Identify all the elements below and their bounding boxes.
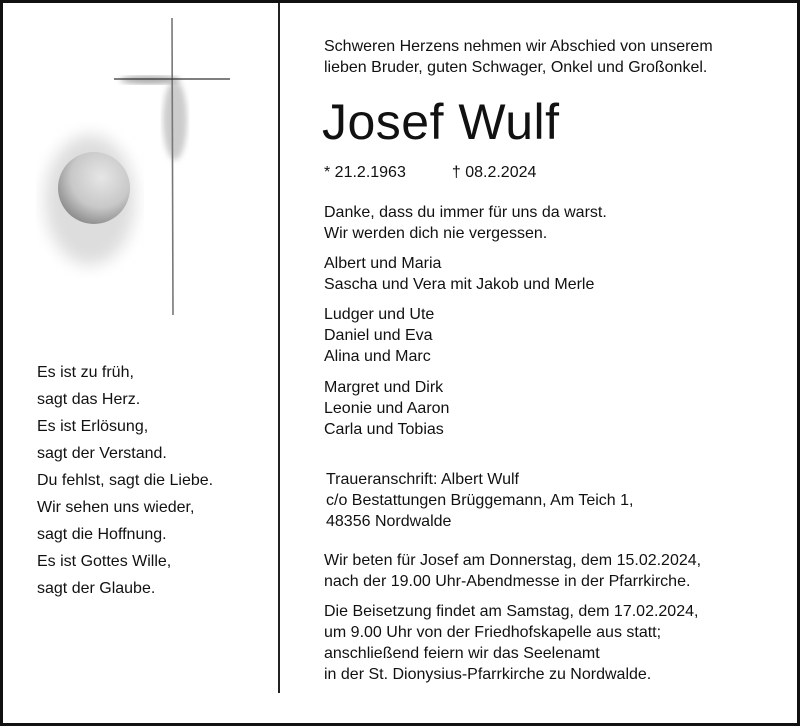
- poem-line: sagt das Herz.: [37, 391, 141, 408]
- text-line: Schweren Herzens nehmen wir Abschied von unserem: [324, 38, 713, 55]
- text-line: Danke, dass du immer für uns da warst.: [324, 204, 607, 221]
- life-dates: [324, 164, 582, 182]
- deceased-name: Josef Wulf: [322, 94, 560, 150]
- family-group: [324, 253, 594, 295]
- poem-line: Es ist zu früh,: [37, 364, 134, 381]
- poem-line: Wir sehen uns wieder,: [37, 499, 195, 516]
- text-line: Wir beten für Josef am Donnerstag, dem 15.02.2024,: [324, 552, 702, 569]
- birth-date: * 21.2.1963: [324, 164, 406, 181]
- text-line: anschließend feiern wir das Seelenamt: [324, 645, 600, 662]
- mourning-address: [326, 469, 633, 532]
- burial-text: [324, 601, 698, 685]
- text-line: Traueranschrift: Albert Wulf: [326, 471, 519, 488]
- poem-line: Es ist Gottes Wille,: [37, 553, 172, 570]
- text-line: c/o Bestattungen Brüggemann, Am Teich 1,: [326, 492, 634, 509]
- family-line: Daniel und Eva: [324, 327, 433, 344]
- poem-line: Du fehlst, sagt die Liebe.: [37, 472, 214, 489]
- family-line: Leonie und Aaron: [324, 400, 450, 417]
- text-line: nach der 19.00 Uhr-Abendmesse in der Pfarrkirche.: [324, 573, 691, 590]
- family-group: [324, 377, 449, 440]
- poem-line: sagt der Glaube.: [37, 580, 156, 597]
- family-line: Alina und Marc: [324, 348, 431, 365]
- intro-text: [324, 36, 713, 78]
- text-line: in der St. Dionysius-Pfarrkirche zu Nordwalde.: [324, 666, 652, 683]
- text-line: Die Beisetzung findet am Samstag, dem 17.02.2024,: [324, 603, 699, 620]
- thanks-text: [324, 202, 607, 244]
- text-line: Wir werden dich nie vergessen.: [324, 225, 548, 242]
- poem-line: sagt die Hoffnung.: [37, 526, 167, 543]
- cross-vertical: [172, 18, 173, 315]
- family-line: Margret und Dirk: [324, 379, 444, 396]
- text-line: lieben Bruder, guten Schwager, Onkel und Großonkel.: [324, 59, 708, 76]
- family-line: Sascha und Vera mit Jakob und Merle: [324, 276, 595, 293]
- family-line: Albert und Maria: [324, 255, 442, 272]
- family-line: Ludger und Ute: [324, 306, 435, 323]
- family-line: Carla und Tobias: [324, 421, 444, 438]
- family-group: [324, 304, 434, 367]
- text-line: um 9.00 Uhr von der Friedhofskapelle aus statt;: [324, 624, 662, 641]
- sphere: [58, 152, 130, 224]
- death-date: † 08.2.2024: [451, 164, 537, 181]
- prayer-service-text: [324, 550, 701, 592]
- text-line: 48356 Nordwalde: [326, 513, 452, 530]
- poem-line: Es ist Erlösung,: [37, 418, 149, 435]
- poem-line: sagt der Verstand.: [37, 445, 167, 462]
- poem: [37, 359, 213, 602]
- cross-and-sphere-illustration: [20, 10, 260, 320]
- column-divider: [278, 3, 280, 693]
